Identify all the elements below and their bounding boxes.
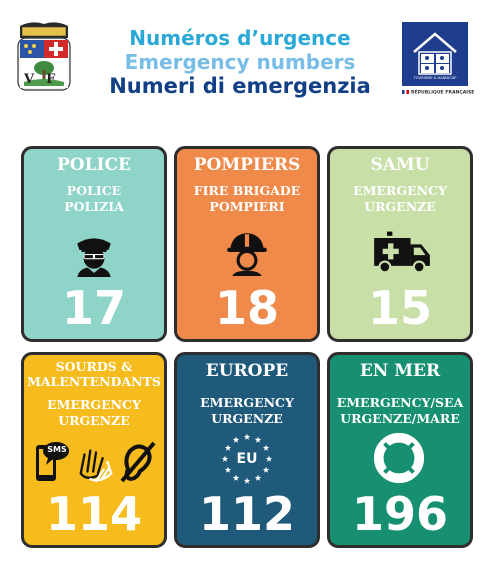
eu-star	[244, 478, 250, 484]
card-en-mer	[327, 352, 473, 548]
card-line-1: EMERGENCY	[47, 397, 141, 412]
card-title: POLICE	[57, 155, 131, 175]
card-sourds-malentendants	[21, 352, 167, 548]
emergency-number: 15	[367, 281, 432, 335]
card-line-2: POMPIERI	[209, 199, 285, 214]
card-pompiers	[174, 146, 320, 342]
header	[0, 0, 486, 130]
emergency-number: 196	[351, 487, 449, 541]
eu-star	[263, 467, 269, 473]
title-english: Emergency numbers	[124, 50, 356, 74]
emergency-number: 17	[61, 281, 126, 335]
card-line-2: URGENZE	[364, 199, 436, 214]
ambulance-icon	[372, 231, 432, 275]
card-title: EUROPE	[205, 361, 289, 381]
card-europe	[174, 352, 320, 548]
sign-language-hands-icon	[76, 441, 116, 483]
lifebuoy-icon	[372, 431, 426, 485]
card-line-1: FIRE BRIGADE	[193, 183, 301, 198]
eu-star	[255, 475, 261, 481]
sms-label: SMS	[47, 445, 67, 454]
eu-star	[233, 475, 239, 481]
title-italian: Numeri di emergenzia	[109, 74, 371, 98]
card-title-line-1: SOURDS &	[55, 359, 133, 374]
emergency-number: 112	[198, 487, 296, 541]
eu-star	[255, 437, 261, 443]
card-title-line-2: MALENTENDANTS	[27, 374, 161, 389]
tourisme-handicap-logo	[402, 22, 468, 86]
eu-star	[244, 434, 250, 440]
eu-star	[225, 445, 231, 451]
emergency-number: 114	[45, 487, 143, 541]
card-line-1: EMERGENCY	[200, 395, 294, 410]
card-samu	[327, 146, 473, 342]
card-police	[21, 146, 167, 342]
card-title: EN MER	[359, 361, 441, 381]
card-line-1: POLICE	[66, 183, 122, 198]
deaf-assistance-icons	[34, 439, 158, 483]
eu-star	[225, 467, 231, 473]
emergency-number: 18	[214, 281, 279, 335]
card-line-2: URGENZE	[211, 411, 283, 426]
republic-text: RÉPUBLIQUE FRANÇAISE	[411, 90, 475, 96]
crest-letters: VF	[24, 72, 68, 87]
hearing-impaired-icon	[118, 439, 158, 483]
card-line-2: POLIZIA	[64, 199, 124, 214]
card-title: POMPIERS	[193, 155, 301, 175]
eu-star	[233, 437, 239, 443]
card-title: SAMU	[370, 155, 430, 175]
card-line-1: EMERGENCY/SEA	[336, 395, 464, 410]
police-officer-icon	[71, 231, 117, 277]
firefighter-icon	[224, 229, 270, 277]
french-flag-icon	[402, 90, 409, 94]
title-block	[78, 26, 402, 98]
card-line-1: EMERGENCY	[353, 183, 447, 198]
card-line-2: URGENZE	[58, 413, 130, 428]
card-line-2: URGENZE/MARE	[340, 411, 460, 426]
eu-star	[263, 445, 269, 451]
title-french: Numéros d’urgence	[129, 26, 351, 50]
eu-label: EU	[236, 451, 258, 467]
label-text: TOURISME & HANDICAP	[413, 76, 457, 80]
republique-francaise	[402, 90, 475, 96]
